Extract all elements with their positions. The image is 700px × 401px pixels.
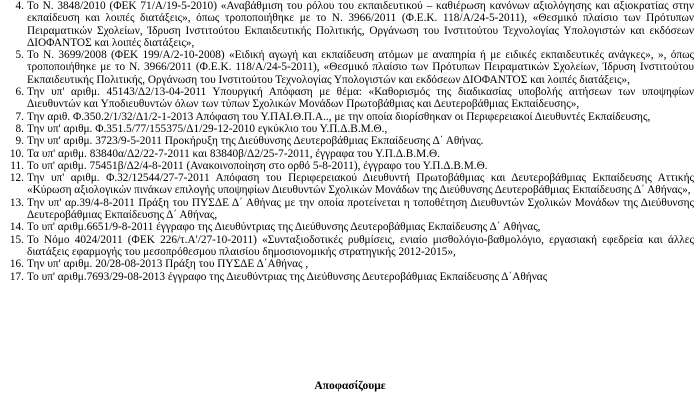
item-text: Την υπ' αριθμ. 3723/9-5-2011 Προκήρυξη της Διεύθυνσης Δευτεροβάθμιας Εκπαίδευσης Δ΄ Αθήνας.	[27, 135, 484, 148]
list-item	[0, 49, 694, 86]
item-text: Την υπ' αριθμ. Φ.32/12544/27-7-2011 Απόφαση του Περιφερειακού Διευθυντή Πρωτοβάθμιας και Δευτεροβάθμιας Εκπαίδευσης Αττικής «Κύρωση αξιολογικών πινάκων επιλογής υποψηφίων Διευθυντών Σχολικών Μονάδων της Διεύθυνσης Δευτεροβάθμιας Εκπαίδευσης Δ΄ Αθήνας»,	[27, 172, 694, 197]
item-text: Την υπ' αρ.39/4-8-2011 Πράξη του ΠΥΣΔΕ Δ΄ Αθήνας με την οποία προτείνεται η τοποθέτηση Διευθυντών Σχολικών Μονάδων της Διεύθυνσης Δευτεροβάθμιας Εκπαίδευσης Δ΄ Αθήνας,	[27, 196, 694, 222]
item-text: Το Ν. 3699/2008 (ΦΕΚ 199/Α/2-10-2008) «Ειδική αγωγή και εκπαίδευση ατόμων με αναπηρία ή με ειδικές εκπαιδευτικές ανάγκες», », όπως τροποποιήθηκε με το Ν. 3966/2011 (Φ.Ε.Κ. 118/Α/24-5-2011), «Θεσμικό πλαίσιο των Πρότυπων Πειραματικών Σχολείων, Ίδρυση Ινστιτούτου Εκπαιδευτικής Πολιτικής, Οργάνωση του Ινστιτούτου Τεχνολογίας Υπολογιστών και εκδόσεων ΔΙΟΦΑΝΤΟΣ και λοιπές διατάξεις»,	[27, 49, 694, 86]
list-item	[0, 86, 694, 111]
item-number: 7.	[15, 110, 24, 123]
item-number: 6.	[15, 86, 24, 99]
item-number: 17.	[9, 270, 24, 283]
list-item	[0, 234, 694, 259]
item-text: Το υπ' αριθμ.6651/9-8-2011 έγγραφο της Διευθύντριας της Διεύθυνσης Δευτεροβάθμιας Εκπαίδευσης Δ΄ Αθήνας,	[27, 221, 541, 234]
list-item	[0, 135, 694, 147]
list-item	[0, 271, 694, 283]
item-number: 12.	[9, 172, 24, 185]
item-number: 14.	[9, 221, 24, 234]
item-number: 10.	[9, 147, 24, 160]
list-item	[0, 160, 694, 172]
list-item	[0, 221, 694, 233]
item-text: Την αριθ. Φ.350.2/1/32/Δ1/2-1-2013 Απόφαση του Υ.ΠΑΙ.Θ.Π.Α.., με την οποία διορίσθηκαν οι Περιφερειακοί Διευθυντές Εκπαίδευσης,	[27, 110, 651, 123]
decision-heading: Αποφασίζουμε	[314, 380, 386, 392]
item-text: Το υπ' αριθμ. 75451β/Δ2/4-8-2011 (Ανακοινοποίηση στο ορθό 5-8-2011), έγγραφο του Υ.Π.Δ.Β.Μ.Θ.	[27, 159, 488, 172]
item-text: Την υπ' αριθμ. 20/28-08-2013 Πράξη του ΠΥΣΔΕ Δ΄Αθήνας ,	[27, 258, 309, 271]
item-number: 9.	[15, 135, 24, 148]
item-text: Την υπ' αριθμ. 45143/Δ2/13-04-2011 Υπουργική Απόφαση με θέμα: «Καθορισμός της διαδικασίας υποβολής αιτήσεων των υποψηφίων Διευθυντών και Υποδιευθυντών όλων των τύπων Σχολικών Μονάδων Πρωτοβάθμιας και Δευτεροβάθμιας Εκπαίδευσης»,	[27, 86, 694, 111]
item-text: Τα υπ' αριθμ. 83840α/Δ2/22-7-2011 και 83840β/Δ2/25-7-2011, έγγραφα του Υ.Π.Δ.Β.Μ.Θ.	[27, 147, 440, 160]
item-text: Το Ν. 3848/2010 (ΦΕΚ 71/Α/19-5-2010) «Αναβάθμιση του ρόλου του εκπαιδευτικού – καθιέρωση κανόνων αξιολόγησης και αξιοκρατίας στην εκπαίδευση και λοιπές διατάξεις», όπως τροποποιήθηκε με το Ν. 3966/2011 (Φ.Ε.Κ. 118/Α/24-5-2011), «Θεσμικό πλαίσιο των Πρότυπων Πειραματικών Σχολείων, Ίδρυση Ινστιτούτου Εκπαιδευτικής Πολιτικής, Οργάνωση του Ινστιτούτου Τεχνολογίας Υπολογιστών και εκδόσεων ΔΙΟΦΑΝΤΟΣ και λοιπές διατάξεις»,	[27, 0, 694, 49]
item-number: 5.	[15, 49, 24, 62]
list-item	[0, 123, 694, 135]
list-item	[0, 148, 694, 160]
list-item	[0, 111, 694, 123]
item-number: 15.	[9, 233, 24, 246]
item-number: 8.	[15, 122, 24, 135]
item-number: 13.	[9, 196, 24, 209]
item-number: 16.	[9, 258, 24, 271]
item-text: Την υπ' αριθμ. Φ.351.5/77/155375/Δ1/29-12-2010 εγκύκλιο του Υ.Π.Δ.Β.Μ.Θ.,	[27, 122, 388, 135]
list-item	[0, 0, 694, 49]
item-text: Το Νόμο 4024/2011 (ΦΕΚ 226/τ.Α'/27-10-2011) «Συνταξιοδοτικές ρυθμίσεις, ενιαίο μισθολόγιο-βαθμολόγιο, εργασιακή εφεδρεία και άλλες διατάξεις εφαρμογής του μεσοπρόθεσμου πλαισίου δημοσιονομικής στρατηγικής 2012-2015»,	[27, 233, 694, 258]
list-item	[0, 258, 694, 270]
item-text: Το υπ' αριθμ.7693/29-08-2013 έγγραφο της Διευθύντριας της Διεύθυνσης Δευτεροβάθμιας Εκπαίδευσης Δ΄Αθήνας	[27, 270, 548, 283]
list-item	[0, 172, 694, 197]
list-item	[0, 197, 694, 222]
item-number: 4.	[15, 0, 24, 12]
item-number: 11.	[10, 159, 24, 172]
